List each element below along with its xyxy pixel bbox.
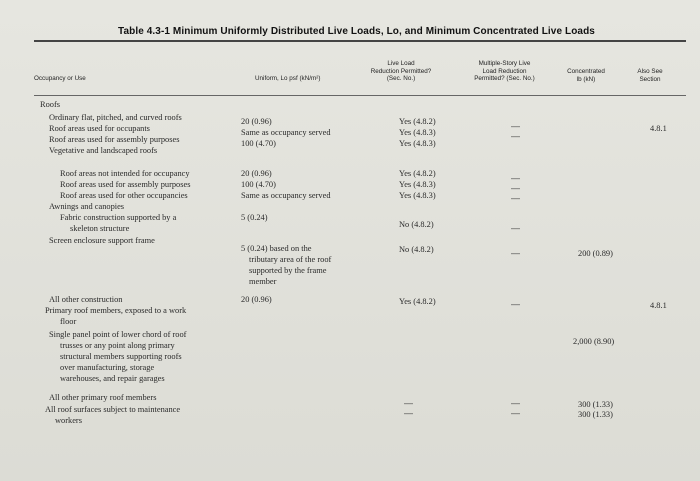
header-reduction-line: Reduction Permitted? <box>370 67 432 75</box>
reduction-line: No (4.8.2) <box>399 245 434 254</box>
header-concentrated-line: lb (kN) <box>576 75 596 83</box>
concentrated-line: 300 (1.33) <box>578 410 613 419</box>
occupancy-line: Vegetative and landscaped roofs <box>49 146 158 155</box>
header-also-see-line: Section <box>639 75 661 83</box>
uniform-line: 20 (0.96) <box>241 117 272 126</box>
occupancy-line: Fabric construction supported by a <box>60 213 177 222</box>
occupancy-line: All other construction <box>49 295 123 304</box>
header-multistory-line: Multiple-Story Live <box>478 60 531 67</box>
uniform-line: Same as occupancy served <box>241 128 331 137</box>
reduction-line: No (4.8.2) <box>399 220 434 229</box>
dash-mark: — <box>404 408 413 418</box>
header-concentrated <box>556 68 616 83</box>
uniform-line: 100 (4.70) <box>241 180 276 189</box>
dash-mark: — <box>511 398 520 408</box>
header-multistory-line: Permitted? (Sec. No.) <box>474 75 535 82</box>
occupancy-line: Roof areas used for occupants <box>49 124 150 133</box>
occupancy-line: workers <box>55 416 82 425</box>
occupancy-line: All roof surfaces subject to maintenance <box>45 405 181 414</box>
reduction-line: Yes (4.8.3) <box>399 180 436 189</box>
occupancy-line: trusses or any point along primary <box>60 341 175 350</box>
reduction-line: Yes (4.8.3) <box>399 191 436 200</box>
uniform-line: 5 (0.24) <box>241 213 268 222</box>
occupancy-line: All other primary roof members <box>49 393 157 402</box>
header-reduction-line: Live Load <box>387 60 415 67</box>
dash-mark: — <box>511 408 520 418</box>
occupancy-line: Primary roof members, exposed to a work <box>45 306 187 315</box>
header-reduction-line: (Sec. No.) <box>386 75 416 82</box>
occupancy-line: over manufacturing, storage <box>60 363 155 372</box>
dash-mark: — <box>404 398 413 408</box>
occupancy-line: Roof areas used for assembly purposes <box>49 135 180 144</box>
occupancy-line: structural members supporting roofs <box>60 352 182 361</box>
dash-mark: — <box>511 183 520 193</box>
uniform-line: 20 (0.96) <box>241 295 272 304</box>
header-uniform: Uniform, Lo psf (kN/m²) <box>255 75 321 82</box>
concentrated-line: 200 (0.89) <box>578 249 613 258</box>
occupancy-line: Roof areas not intended for occupancy <box>60 169 190 178</box>
top-rule <box>34 40 686 42</box>
occupancy-line: Roof areas used for other occupancies <box>60 191 188 200</box>
occupancy-line: skeleton structure <box>70 224 130 233</box>
concentrated-line: 300 (1.33) <box>578 400 613 409</box>
section-ref: 4.8.1 <box>650 301 667 310</box>
occupancy-line: Screen enclosure support frame <box>49 236 155 245</box>
header-occupancy: Occupancy or Use <box>34 75 86 82</box>
uniform-line: 100 (4.70) <box>241 139 276 148</box>
occupancy-line: Roof areas used for assembly purposes <box>60 180 191 189</box>
header-concentrated-line: Concentrated <box>567 68 605 75</box>
occupancy-line: warehouses, and repair garages <box>60 374 165 383</box>
reduction-line: Yes (4.8.3) <box>399 139 436 148</box>
uniform-line: tributary area of the roof <box>249 255 332 264</box>
dash-mark: — <box>511 299 520 309</box>
header-reduction <box>366 60 436 83</box>
header-also-see <box>628 68 672 83</box>
uniform-line: member <box>249 277 277 286</box>
uniform-line: supported by the frame <box>249 266 327 275</box>
concentrated-line: 2,000 (8.90) <box>573 337 615 346</box>
reduction-line: Yes (4.8.2) <box>399 169 436 178</box>
dash-mark: — <box>511 193 520 203</box>
header-multistory-line: Load Reduction <box>482 67 527 75</box>
dash-mark: — <box>511 121 520 131</box>
occupancy-line: floor <box>60 317 77 326</box>
uniform-line: Same as occupancy served <box>241 191 331 200</box>
occupancy-line: Single panel point of lower chord of roof <box>49 330 187 339</box>
occupancy-line: Ordinary flat, pitched, and curved roofs <box>49 113 182 122</box>
dash-mark: — <box>511 173 520 183</box>
header-also-see-line: Also See <box>637 68 663 75</box>
dash-mark: — <box>511 248 520 258</box>
header-multistory <box>462 60 547 83</box>
dash-mark: — <box>511 223 520 233</box>
dash-mark: — <box>511 131 520 141</box>
uniform-line: 5 (0.24) based on the <box>241 244 312 253</box>
reduction-line: Yes (4.8.3) <box>399 128 436 137</box>
reduction-line: Yes (4.8.2) <box>399 297 436 306</box>
reduction-line: Yes (4.8.2) <box>399 117 436 126</box>
section-ref: 4.8.1 <box>650 124 667 133</box>
occupancy-line: Awnings and canopies <box>49 202 125 211</box>
header-rule <box>34 95 686 96</box>
uniform-line: 20 (0.96) <box>241 169 272 178</box>
table-title: Table 4.3-1 Minimum Uniformly Distributed Live Loads, Lo, and Minimum Concentrated Live Loads <box>118 26 595 37</box>
occupancy-line: Roofs <box>40 100 61 109</box>
